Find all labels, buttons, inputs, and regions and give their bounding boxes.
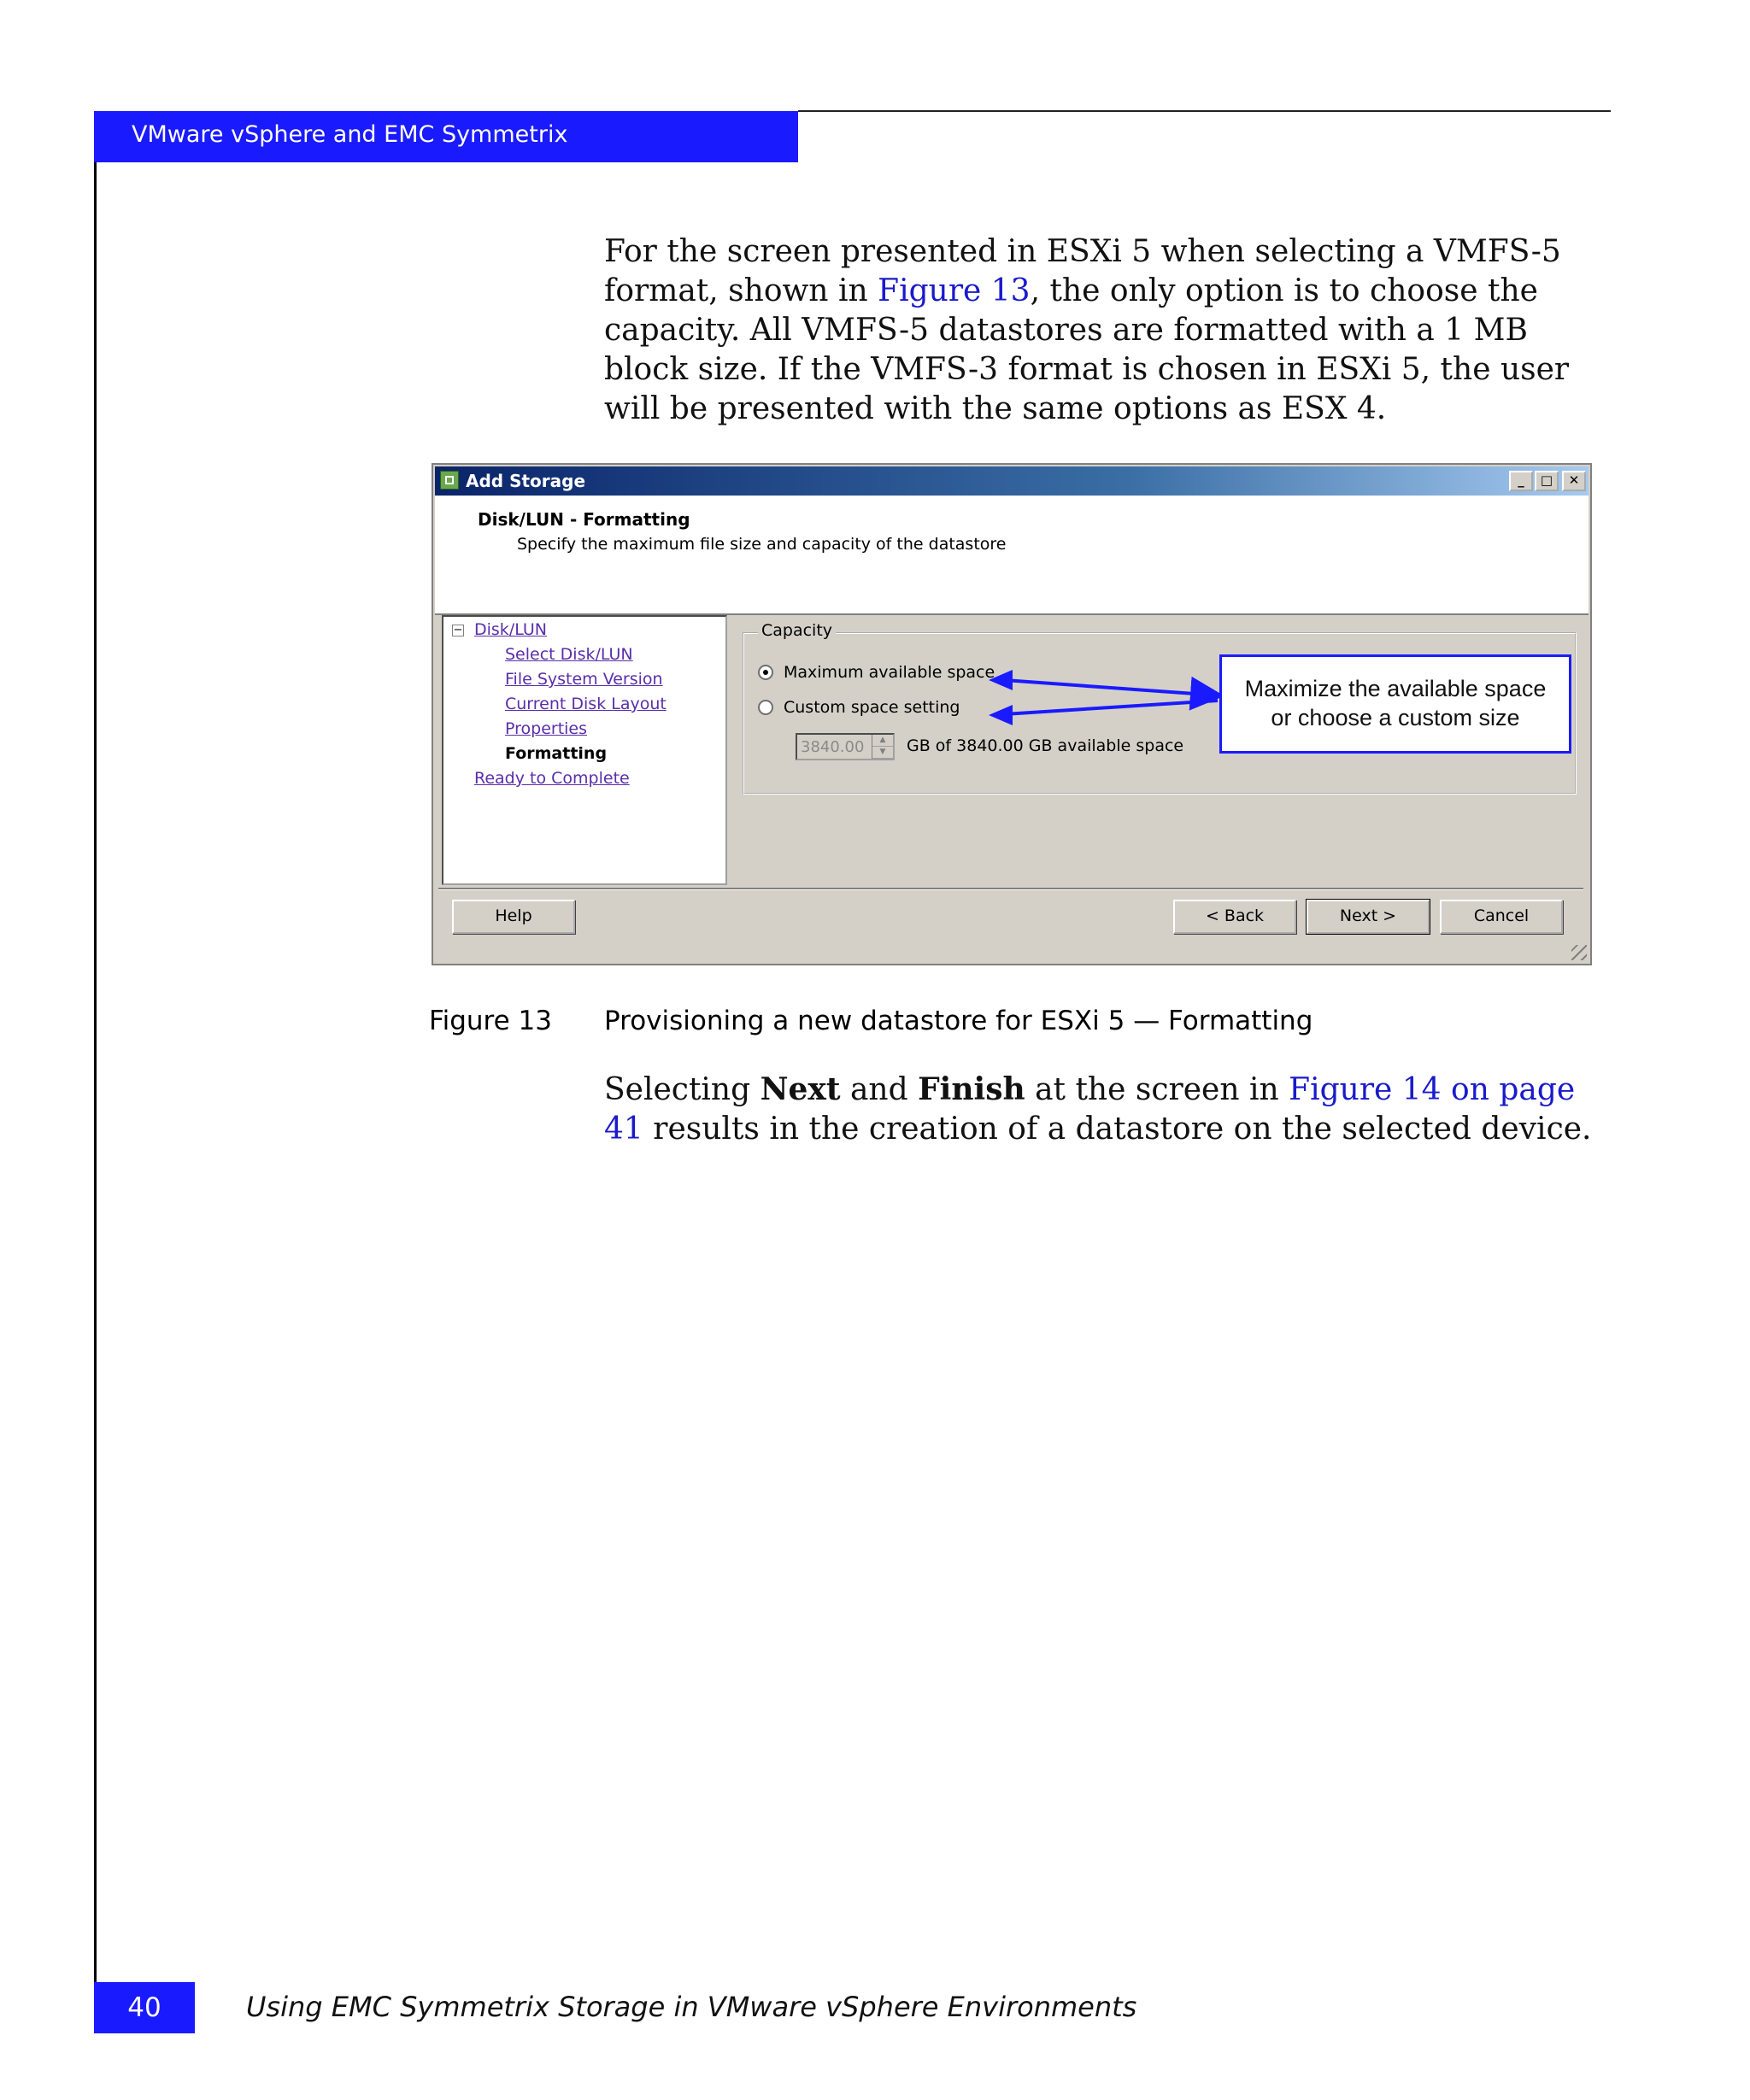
outro-paragraph — [604, 1070, 1612, 1149]
callout-line-1: Maximize the available space — [1244, 676, 1547, 701]
footer-book-title: Using EMC Symmetrix Storage in VMware vSphere Environments — [246, 1991, 1137, 2023]
outro-finish: Finish — [918, 1071, 1025, 1107]
callout-line-2: or choose a custom size — [1271, 705, 1520, 730]
nav-item-properties[interactable]: Properties — [505, 719, 588, 738]
spin-up-icon: ▲ — [872, 735, 893, 747]
running-header — [94, 111, 798, 162]
figure-13-link[interactable]: Figure 13 — [878, 273, 1031, 308]
max-space-label[interactable]: Maximum available space — [784, 663, 995, 682]
nav-item-disk-lun[interactable]: Disk/LUN — [474, 620, 547, 639]
nav-item-formatting: Formatting — [505, 744, 608, 763]
cancel-button[interactable]: Cancel — [1440, 900, 1563, 934]
nav-item-ready-to-complete[interactable]: Ready to Complete — [474, 769, 630, 788]
outro-text-b: and — [840, 1072, 919, 1107]
button-separator — [438, 888, 1583, 890]
nav-item-file-system-version[interactable]: File System Version — [505, 670, 663, 689]
figure-14-link[interactable]: Figure 14 on page 41 — [604, 1072, 1576, 1147]
minimize-button[interactable]: _ — [1509, 471, 1533, 491]
arrowhead-custom — [989, 705, 1013, 725]
arrow-to-max-space — [1004, 680, 1218, 695]
page-number: 40 — [94, 1982, 195, 2033]
intro-text-b: , the only option is to choose the capacity. All VMFS-5 datastores are formatted with a 1 MB block size. If the VMFS-3 format is chosen in ESXi 5, the user will be presented with the same options as ESX 4. — [604, 273, 1570, 426]
left-margin-rule — [94, 162, 97, 2033]
spin-down-icon: ▼ — [872, 747, 893, 759]
arrowhead-max — [989, 670, 1013, 690]
arrow-to-custom-space — [1004, 701, 1218, 714]
running-header-title: VMware vSphere and EMC Symmetrix — [132, 121, 568, 148]
nav-item-current-disk-layout[interactable]: Current Disk Layout — [505, 695, 667, 713]
nav-item-select-disk-lun[interactable]: Select Disk/LUN — [505, 645, 633, 664]
capacity-legend: Capacity — [758, 621, 836, 640]
help-button[interactable]: Help — [452, 900, 575, 934]
outro-next: Next — [760, 1071, 841, 1107]
back-button[interactable]: < Back — [1173, 900, 1296, 934]
add-storage-dialog — [432, 463, 1592, 965]
annotation-callout — [1219, 654, 1571, 754]
resize-grip-icon[interactable] — [1571, 945, 1587, 960]
outro-text-d: results in the creation of a datastore on the selected device. — [643, 1112, 1592, 1147]
maximize-button[interactable]: □ — [1535, 471, 1559, 491]
collapse-icon[interactable]: − — [453, 624, 463, 636]
step-subtitle: Specify the maximum file size and capacity of the datastore — [517, 535, 1007, 554]
outro-text-a: Selecting — [604, 1072, 760, 1107]
header-rule — [798, 110, 1611, 112]
step-title: Disk/LUN - Formatting — [478, 509, 690, 530]
intro-text-a: For the screen presented in ESXi 5 when selecting a VMFS-5 format, shown in — [604, 234, 1561, 308]
available-space-label: GB of 3840.00 GB available space — [907, 736, 1184, 755]
next-button[interactable]: Next > — [1307, 900, 1430, 934]
dialog-title: Add Storage — [466, 471, 586, 491]
custom-size-value: 3840.00 — [801, 738, 865, 756]
custom-space-label[interactable]: Custom space setting — [784, 698, 960, 717]
figure-caption: Provisioning a new datastore for ESXi 5 — Formatting — [604, 1006, 1313, 1036]
outro-text-c: at the screen in — [1025, 1072, 1289, 1107]
intro-paragraph — [604, 232, 1612, 429]
figure-number: Figure 13 — [429, 1006, 552, 1036]
close-button[interactable]: ✕ — [1562, 471, 1586, 491]
